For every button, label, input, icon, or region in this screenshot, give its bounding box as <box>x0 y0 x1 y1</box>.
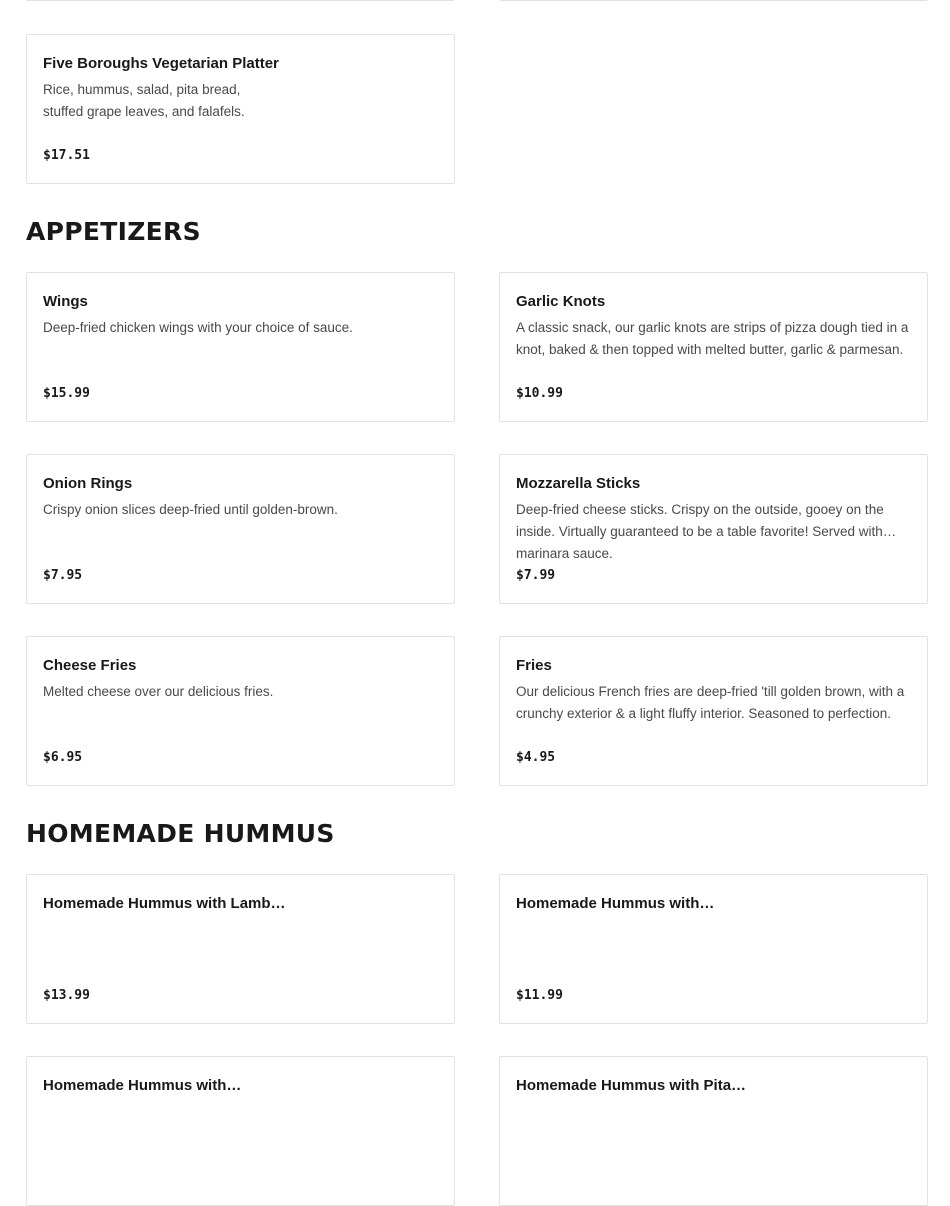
menu-item-description: Crispy onion slices deep-fried until golden-brown. <box>43 502 338 517</box>
menu-item-price: $4.95 <box>516 750 556 765</box>
menu-item-price: $10.99 <box>516 386 563 401</box>
menu-item-price: $7.99 <box>516 568 556 583</box>
menu-item-card[interactable] <box>26 34 455 184</box>
section-title-appetizers: APPETIZERS <box>26 217 201 246</box>
menu-item-name: Fries <box>516 657 552 674</box>
menu-item-card[interactable] <box>499 874 928 1024</box>
menu-item-description: A classic snack, our garlic knots are strips of pizza dough tied in a knot, baked & then topped with melted butter, garlic & parmesan. <box>516 320 909 357</box>
menu-item-card[interactable] <box>499 454 928 604</box>
menu-item-card[interactable] <box>499 0 928 1</box>
menu-item-description: Deep-fried chicken wings with your choice of sauce. <box>43 320 353 335</box>
menu-item-name: Homemade Hummus with… <box>516 895 715 912</box>
menu-item-card[interactable] <box>499 272 928 422</box>
menu-item-card[interactable] <box>499 1056 928 1206</box>
menu-item-name: Wings <box>43 293 88 310</box>
menu-item-description: Rice, hummus, salad, pita bread, stuffed grape leaves, and falafels. <box>43 82 245 119</box>
menu-item-name: Homemade Hummus with Lamb… <box>43 895 286 912</box>
menu-item-price: $7.95 <box>43 568 83 583</box>
menu-item-card[interactable] <box>26 636 455 786</box>
menu-item-name: Mozzarella Sticks <box>516 475 641 492</box>
menu-item-description: Melted cheese over our delicious fries. <box>43 684 274 699</box>
menu-item-description: Our delicious French fries are deep-fried 'till golden brown, with a crunchy exterior & a light fluffy interior. Seasoned to perfection. <box>516 684 905 721</box>
section-title-homemade-hummus: HOMEMADE HUMMUS <box>26 819 335 848</box>
menu-item-name: Onion Rings <box>43 475 133 492</box>
menu-item-price: $17.51 <box>43 148 90 163</box>
menu-item-name: Homemade Hummus with Pita… <box>516 1077 747 1094</box>
menu-item-card[interactable] <box>26 454 455 604</box>
menu-item-name: Homemade Hummus with… <box>43 1077 242 1094</box>
menu-item-name: Cheese Fries <box>43 657 137 674</box>
menu-item-card[interactable] <box>26 1056 455 1206</box>
menu-item-description: Deep-fried cheese sticks. Crispy on the outside, gooey on the inside. Virtually guaranteed to be a table favorite! Served with marinara sauce. <box>516 502 884 561</box>
menu-item-card[interactable] <box>26 874 455 1024</box>
menu-item-price: $15.99 <box>43 386 90 401</box>
menu-item-name: Garlic Knots <box>516 293 606 310</box>
menu-item-price: $11.99 <box>516 988 563 1003</box>
menu-item-card[interactable] <box>26 272 455 422</box>
menu-item-card[interactable] <box>499 636 928 786</box>
menu-item-name: Five Boroughs Vegetarian Platter <box>43 55 279 72</box>
menu-item-card[interactable] <box>26 0 455 1</box>
menu-item-price: $13.99 <box>43 988 90 1003</box>
menu-item-price: $6.95 <box>43 750 83 765</box>
